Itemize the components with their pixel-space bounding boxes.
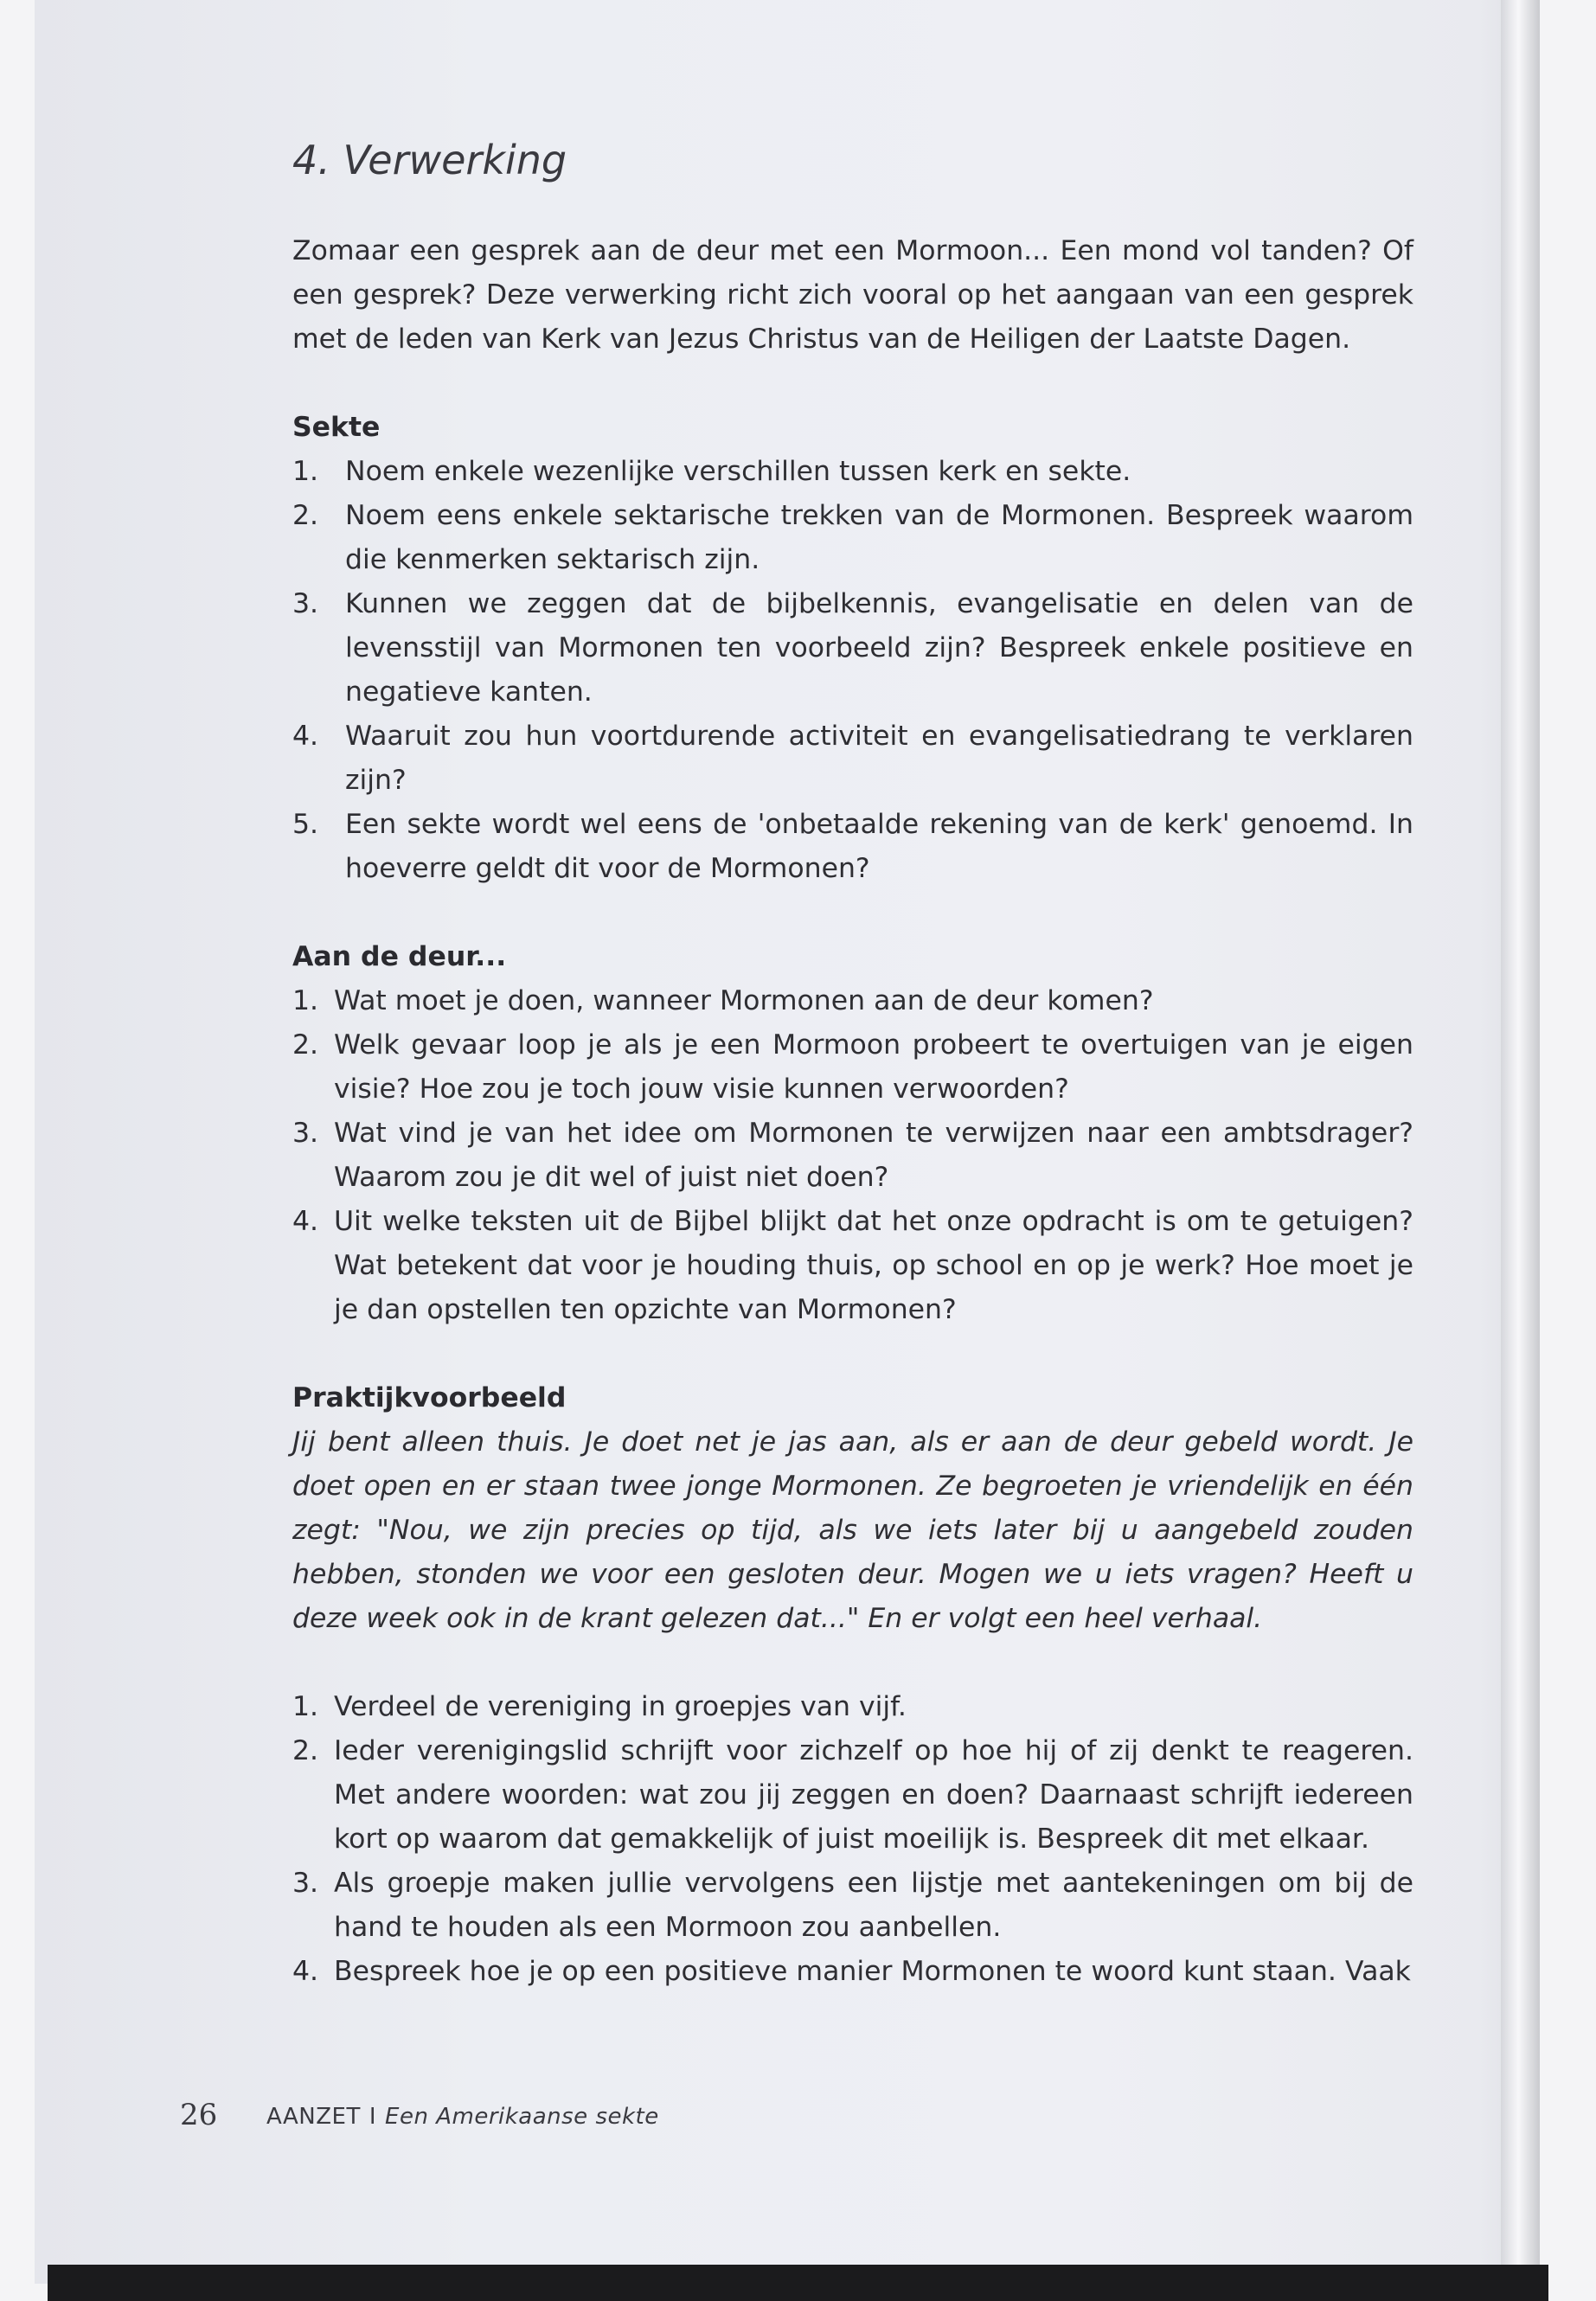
- item-number: 2.: [292, 1735, 319, 1766]
- list-item: [292, 1729, 1413, 1862]
- item-text: Noem eens enkele sektarische trekken van de Mormonen. Bespreek waarom die kenmerken sektarisch zijn.: [345, 500, 1413, 575]
- question-list: [292, 979, 1413, 1332]
- item-number: 1.: [292, 456, 319, 487]
- item-text: Wat moet je doen, wanneer Mormonen aan de deur komen?: [334, 985, 1154, 1016]
- item-text: Verdeel de vereniging in groepjes van vijf.: [334, 1691, 907, 1722]
- item-number: 4.: [292, 1206, 319, 1237]
- section-sekte: [292, 406, 1413, 891]
- item-number: 2.: [292, 500, 319, 531]
- intro-paragraph: Zomaar een gesprek aan de deur met een Mormoon... Een mond vol tanden? Of een gesprek? Deze verwerking richt zich vooral op het aangaan van een gesprek met de leden van Kerk van Jezus Christus van de Heiligen der Laatste Dagen.: [292, 235, 1413, 355]
- question-list: [292, 450, 1413, 891]
- task-list: [292, 1685, 1413, 1994]
- section-heading: Sekte: [292, 412, 381, 443]
- item-text: Kunnen we zeggen dat de bijbelkennis, evangelisatie en delen van de levensstijl van Mormonen ten voorbeeld zijn? Bespreek enkele positieve en negatieve kanten.: [345, 588, 1413, 708]
- footer-subtitle: Een Amerikaanse sekte: [385, 2104, 659, 2130]
- list-item: [292, 450, 1413, 494]
- footer-separator: I: [369, 2104, 377, 2130]
- item-text: Noem enkele wezenlijke verschillen tussen kerk en sekte.: [345, 456, 1131, 487]
- item-number: 3.: [292, 1118, 319, 1149]
- list-item: [292, 1200, 1413, 1332]
- item-number: 3.: [292, 1868, 319, 1899]
- item-text: Ieder verenigingslid schrijft voor zichzelf op hoe hij of zij denkt te reageren. Met andere woorden: wat zou jij zeggen en doen? Daarnaast schrijft iedereen kort op waarom dat gemakkelijk of juist moeilijk is. Bespreek dit met elkaar.: [334, 1735, 1413, 1855]
- item-number: 4.: [292, 1956, 319, 1987]
- list-item: [292, 803, 1413, 891]
- list-item: [292, 979, 1413, 1023]
- item-text: Als groepje maken jullie vervolgens een lijstje met aantekeningen om bij de hand te houden als een Mormoon zou aanbellen.: [334, 1868, 1413, 1943]
- page-title: 4. Verwerking: [292, 137, 567, 183]
- section-heading: Aan de deur...: [292, 941, 507, 972]
- page-content: [292, 134, 1413, 1994]
- list-item: [292, 1685, 1413, 1729]
- page-number: 26: [180, 2098, 218, 2132]
- list-item: [292, 715, 1413, 803]
- list-item: [292, 582, 1413, 715]
- item-text: Bespreek hoe je op een positieve manier Mormonen te woord kunt staan. Vaak: [334, 1956, 1411, 1987]
- page-edge: [1501, 0, 1540, 2284]
- magazine-name: AANZET: [266, 2104, 361, 2130]
- item-number: 1.: [292, 1691, 319, 1722]
- case-description: Jij bent alleen thuis. Je doet net je jas aan, als er aan de deur gebeld wordt. Je doet open en er staan twee jonge Mormonen. Ze begroeten je vriendelijk en één zegt: "Nou, we zijn precies op tijd, als we iets later bij u aangebeld zouden hebben, stonden we voor een gesloten deur. Mogen we u iets vragen? Heeft u deze week ook in de krant gelezen dat..." En er volgt een heel verhaal.: [292, 1426, 1413, 1634]
- list-item: [292, 1950, 1413, 1994]
- scan-bottom-band: [48, 2265, 1548, 2301]
- item-text: Wat vind je van het idee om Mormonen te verwijzen naar een ambtsdrager? Waarom zou je dit wel of juist niet doen?: [334, 1118, 1413, 1193]
- item-number: 2.: [292, 1029, 319, 1061]
- item-number: 5.: [292, 809, 319, 840]
- list-item: [292, 1112, 1413, 1200]
- item-number: 3.: [292, 588, 319, 619]
- list-item: [292, 494, 1413, 582]
- item-text: Welk gevaar loop je als je een Mormoon probeert te overtuigen van je eigen visie? Hoe zou je toch jouw visie kunnen verwoorden?: [334, 1029, 1413, 1105]
- item-text: Waaruit zou hun voortdurende activiteit en evangelisatiedrang te verklaren zijn?: [345, 721, 1413, 796]
- list-item: [292, 1023, 1413, 1112]
- item-number: 4.: [292, 721, 319, 752]
- running-footer: [266, 2104, 659, 2130]
- list-item: [292, 1862, 1413, 1950]
- section-heading: Praktijkvoorbeeld: [292, 1382, 567, 1413]
- item-text: Uit welke teksten uit de Bijbel blijkt dat het onze opdracht is om te getuigen? Wat betekent dat voor je houding thuis, op school en op je werk? Hoe moet je je dan opstellen ten opzichte van Mormonen?: [334, 1206, 1413, 1325]
- section-praktijkvoorbeeld: [292, 1376, 1413, 1994]
- section-aan-de-deur: [292, 935, 1413, 1332]
- item-number: 1.: [292, 985, 319, 1016]
- item-text: Een sekte wordt wel eens de 'onbetaalde rekening van de kerk' genoemd. In hoeverre geldt dit voor de Mormonen?: [345, 809, 1413, 884]
